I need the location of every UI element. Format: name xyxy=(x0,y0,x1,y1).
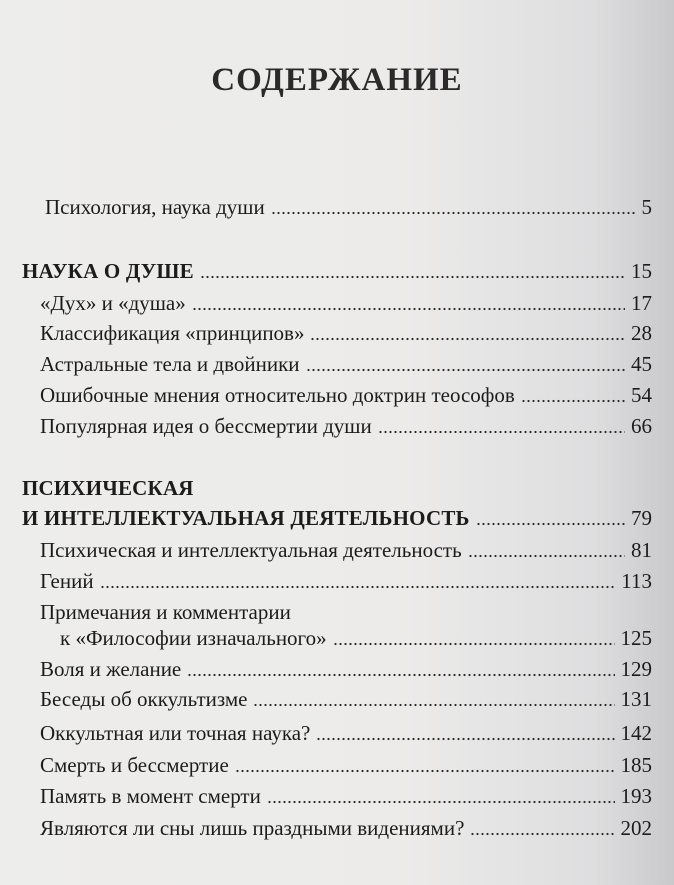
dot-leader xyxy=(267,800,615,804)
toc-entry-text-line1: Примечания и комментарии xyxy=(40,600,291,624)
dot-leader xyxy=(235,769,615,773)
page-title: СОДЕРЖАНИЕ xyxy=(211,62,463,98)
toc-entry-text: Популярная идея о бессмертии души xyxy=(40,414,372,438)
toc-entry xyxy=(60,623,652,653)
toc-entry-page: 202 xyxy=(620,816,652,840)
dot-leader xyxy=(333,642,615,646)
dot-leader xyxy=(470,832,614,836)
toc-entry-text: Психическая и интеллектуальная деятельность xyxy=(40,538,462,562)
toc-entry xyxy=(40,750,652,780)
dot-leader xyxy=(187,673,614,677)
dot-leader xyxy=(271,211,636,215)
toc-entry-page: 17 xyxy=(631,291,652,315)
toc-entry-text: Гений xyxy=(40,569,94,593)
toc-entry-page: 193 xyxy=(620,784,652,808)
dot-leader xyxy=(310,337,625,341)
dot-leader xyxy=(378,430,625,434)
toc-entry-text: Классификация «принципов» xyxy=(40,321,305,345)
toc-entry xyxy=(40,566,652,596)
toc-entry xyxy=(40,288,652,318)
section-heading-text: И ИНТЕЛЛЕКТУАЛЬНАЯ ДЕЯТЕЛЬНОСТЬ xyxy=(22,506,470,530)
toc-entry-text: Являются ли сны лишь праздными видениями? xyxy=(40,816,465,840)
toc-entry-text: Оккультная или точная наука? xyxy=(40,721,311,745)
dot-leader xyxy=(192,307,625,311)
toc-entry-page: 79 xyxy=(631,506,652,530)
toc-entry-text: Память в момент смерти xyxy=(40,784,261,808)
toc-entry xyxy=(40,718,652,748)
toc-entry-text: Беседы об оккультизме xyxy=(40,687,248,711)
toc-entry-page: 129 xyxy=(620,657,652,681)
dot-leader xyxy=(468,554,625,558)
toc-entry-page: 142 xyxy=(620,721,652,745)
dot-leader xyxy=(100,585,616,589)
section-heading-line1: ПСИХИЧЕСКАЯ xyxy=(22,476,194,500)
section-heading-text: НАУКА О ДУШЕ xyxy=(22,259,194,283)
toc-entry-page: 54 xyxy=(631,383,652,407)
toc-entry-text: Астральные тела и двойники xyxy=(40,352,300,376)
toc-entry-page: 125 xyxy=(620,626,652,650)
toc-entry-text: Воля и желание xyxy=(40,657,182,681)
toc-entry-text: Психология, наука души xyxy=(45,195,265,219)
toc-entry xyxy=(40,813,652,843)
toc-entry-page: 28 xyxy=(631,321,652,345)
toc-section-heading xyxy=(22,503,652,533)
toc-entry-page: 15 xyxy=(631,259,652,283)
toc-entry xyxy=(40,781,652,811)
dot-leader xyxy=(253,703,614,707)
toc-entry-page: 113 xyxy=(621,569,652,593)
toc-entry xyxy=(40,654,652,684)
toc-entry xyxy=(40,349,652,379)
toc-entry-text: «Дух» и «душа» xyxy=(40,291,186,315)
toc-entry xyxy=(40,411,652,441)
toc-section-heading xyxy=(22,256,652,286)
toc-entry-text: Ошибочные мнения относительно доктрин теософов xyxy=(40,383,515,407)
dot-leader xyxy=(200,275,625,279)
toc-entry-page: 66 xyxy=(631,414,652,438)
toc-entry-text: к «Философии изначального» xyxy=(60,626,327,650)
dot-leader xyxy=(476,522,625,526)
toc-entry xyxy=(40,380,652,410)
toc-entry-text: Смерть и бессмертие xyxy=(40,753,229,777)
dot-leader xyxy=(306,368,625,372)
toc-entry-page: 81 xyxy=(631,538,652,562)
toc-entry-page: 5 xyxy=(641,195,652,219)
dot-leader xyxy=(316,737,614,741)
toc-entry xyxy=(40,684,652,714)
dot-leader xyxy=(521,399,625,403)
toc-entry xyxy=(40,318,652,348)
toc-entry-page: 131 xyxy=(620,687,652,711)
toc-entry xyxy=(40,535,652,565)
toc-entry-intro xyxy=(45,192,652,222)
toc-entry-page: 45 xyxy=(631,352,652,376)
toc-entry-page: 185 xyxy=(620,753,652,777)
